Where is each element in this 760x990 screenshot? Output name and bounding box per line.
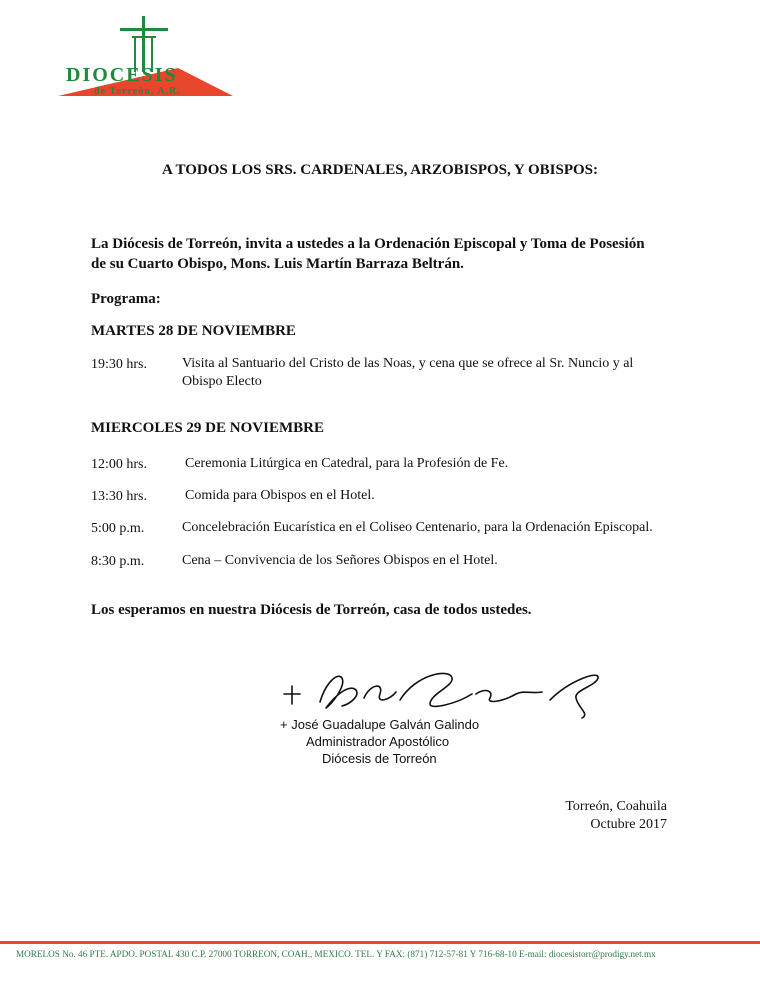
diocese-logo [58,10,233,100]
invitation-paragraph: La Diócesis de Torreón, invita a ustedes a la Ordenación Episcopal y Toma de Posesión de su Cuarto Obispo, Mons. Luis Martín Barraza Beltrán. [91,236,645,272]
closing-sentence: Los esperamos en nuestra Diócesis de Torreón, casa de todos ustedes. [91,602,532,618]
signer-organization: Diócesis de Torreón [322,751,437,766]
date-line: Octubre 2017 [590,817,667,832]
event-time: 19:30 hrs. [91,357,147,372]
event-description: Visita al Santuario del Cristo de las Noas, y cena que se ofrece al Sr. Nuncio y al Obispo Electo [182,356,634,389]
footer-divider [0,941,760,944]
place-date-block [565,798,667,834]
logo-subtitle: de Torreón, A.R. [94,86,181,97]
event-time: 8:30 p.m. [91,554,145,569]
day-heading-wednesday: MIERCOLES 29 DE NOVIEMBRE [91,420,324,436]
place-line: Torreón, Coahuila [565,799,667,814]
footer-address: MORELOS No. 46 PTE. APDO. POSTAL 430 C.P. 27000 TORREON, COAH., MEXICO. TEL. Y FAX: (871) 712-57-81 Y 716-68-10 E-mail: diocesistorr@prodigy.net.mx [16,949,656,959]
signer-block [280,716,479,767]
logo-wordmark: DIOCESIS [66,64,178,86]
signer-name: + José Guadalupe Galván Galindo [280,717,480,732]
day-heading-tuesday: MARTES 28 DE NOVIEMBRE [91,323,296,339]
event-description: Cena – Convivencia de los Señores Obispos en el Hotel. [182,553,498,568]
signer-title: Administrador Apostólico [306,734,450,749]
addressee-heading: A TODOS LOS SRS. CARDENALES, ARZOBISPOS, Y OBISPOS: [162,162,598,178]
event-time: 12:00 hrs. [91,457,147,472]
event-description: Ceremonia Litúrgica en Catedral, para la Profesión de Fe. [185,456,509,471]
event-time: 5:00 p.m. [91,521,145,536]
event-description: Comida para Obispos en el Hotel. [185,488,375,503]
event-time: 13:30 hrs. [91,489,147,504]
event-description: Concelebración Eucarística en el Coliseo Centenario, para la Ordenación Episcopal. [182,520,653,535]
handwritten-signature [280,664,610,720]
program-label: Programa: [91,291,161,307]
